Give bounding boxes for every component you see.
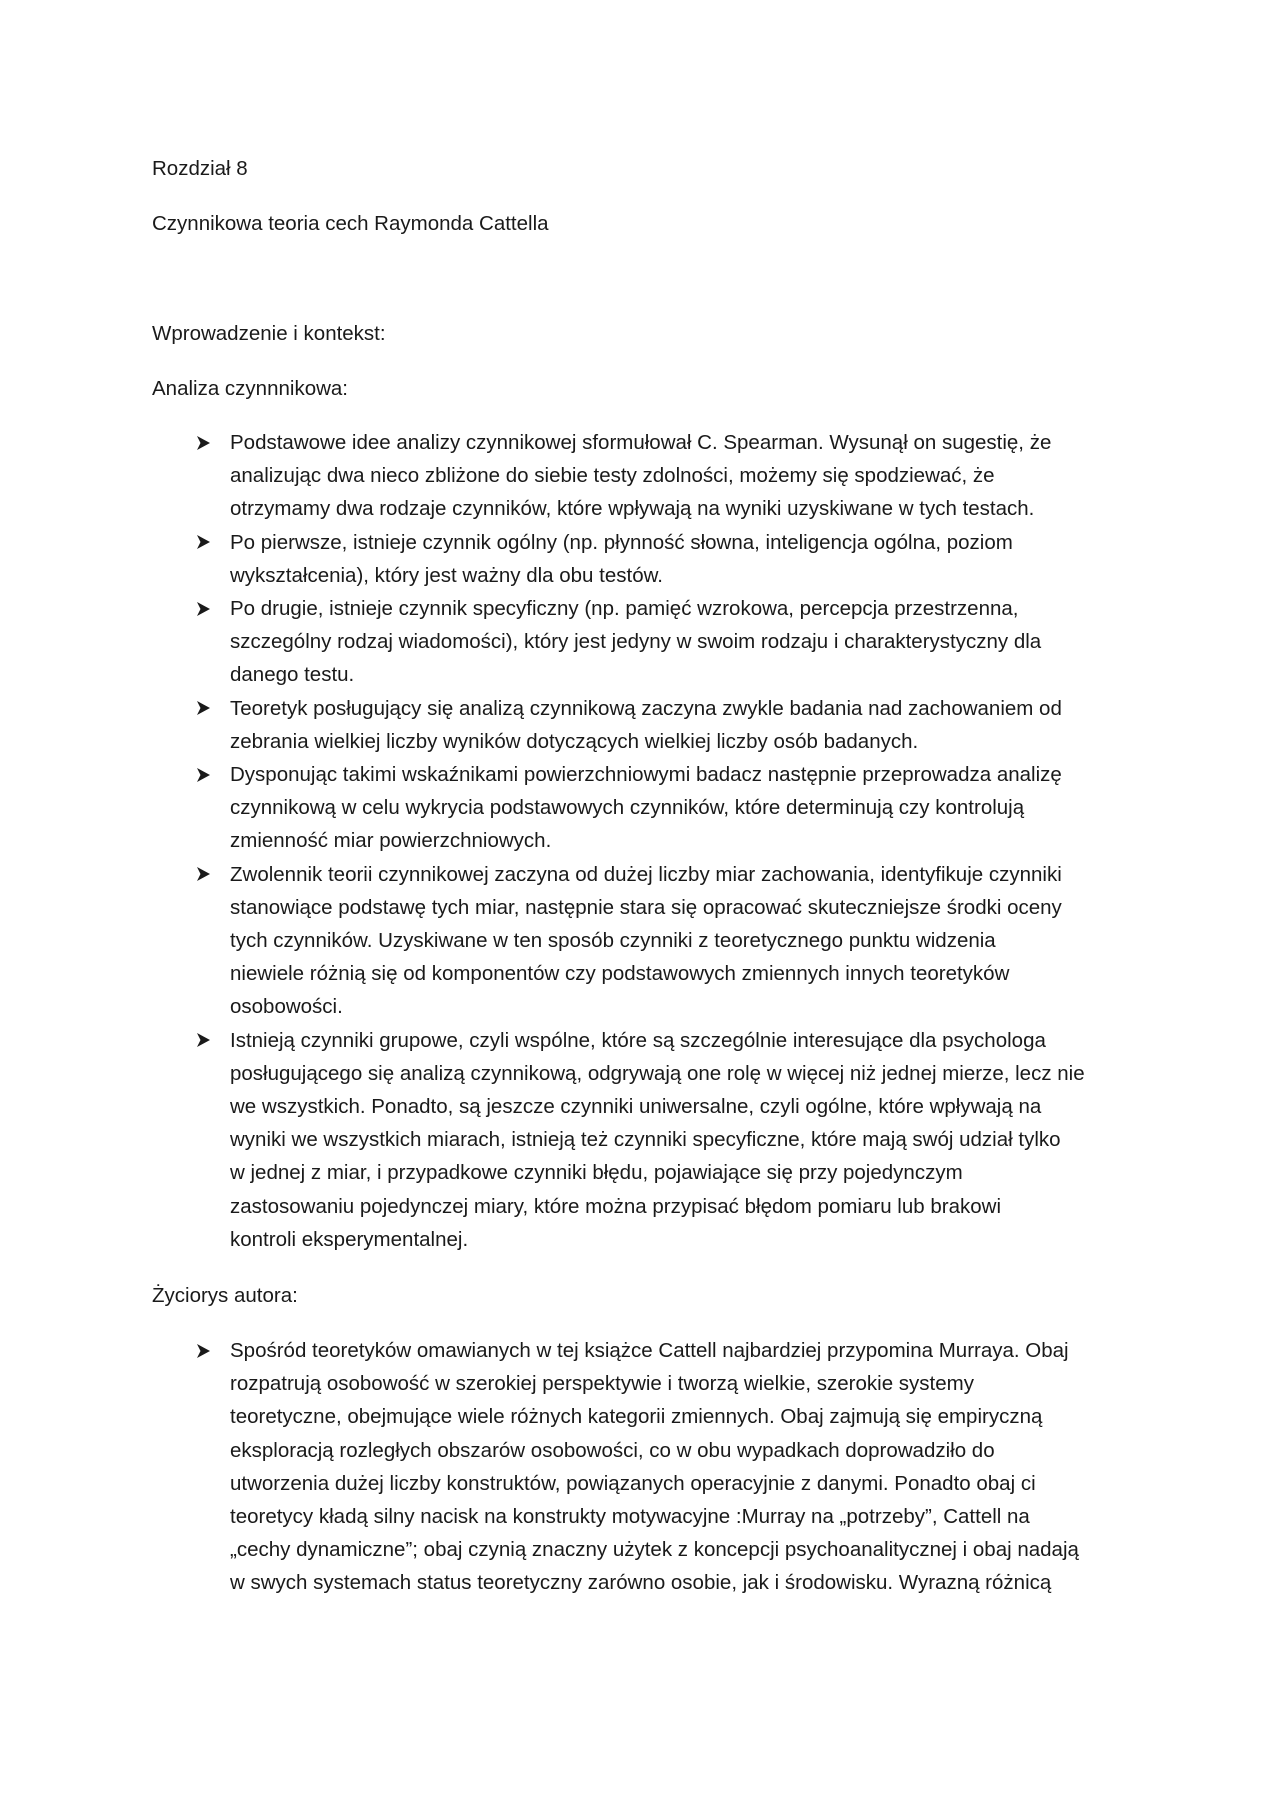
bullet-line: osobowości. [230, 995, 343, 1019]
bullet-line: Zwolennik teorii czynnikowej zaczyna od dużej liczby miar zachowania, identyfikuje czynniki [230, 862, 1062, 886]
bullet-line: Po drugie, istnieje czynnik specyficzny (np. pamięć wzrokowa, percepcja przestrzenna, [230, 597, 1019, 621]
bullet-line: otrzymamy dwa rodzaje czynników, które wpływają na wyniki uzyskiwane w tych testach. [230, 497, 1035, 521]
bullet-line: stanowiące podstawę tych miar, następnie stara się opracować skuteczniejsze środki oceny [230, 895, 1062, 919]
bullet-line: zebrania wielkiej liczby wyników dotyczących wielkiej liczby osób badanych. [230, 729, 919, 753]
bullet-line: „cechy dynamiczne”; obaj czynią znaczny użytek z koncepcji psychoanalitycznej i obaj nadają [230, 1538, 1079, 1562]
bullet-line: eksploracją rozległych obszarów osobowości, co w obu wypadkach doprowadziło do [230, 1438, 995, 1462]
arrowhead-bullet-icon [192, 1024, 214, 1057]
bullet-line: szczególny rodzaj wiadomości), który jest jedyny w swoim rodzaju i charakterystyczny dla [230, 630, 1042, 654]
bullet-line: tych czynników. Uzyskiwane w ten sposób czynniki z teoretycznego punktu widzenia [230, 929, 996, 953]
arrowhead-bullet-icon [192, 592, 214, 625]
arrowhead-bullet-icon [192, 692, 214, 725]
bullet-line: zastosowaniu pojedynczej miary, które można przypisać błędom pomiaru lub brakowi [230, 1194, 1002, 1218]
bullet-line: Teoretyk posługujący się analizą czynnikową zaczyna zwykle badania nad zachowaniem od [230, 696, 1062, 720]
bullet-line: Po pierwsze, istnieje czynnik ogólny (np. płynność słowna, inteligencja ogólna, poziom [230, 530, 1013, 554]
bullet-line: danego testu. [230, 663, 355, 687]
section-heading-intro: Wprowadzenie i kontekst: [152, 322, 386, 345]
bullet-line: wyniki we wszystkich miarach, istnieją też czynniki specyficzne, które mają swój udział tylko [230, 1128, 1061, 1152]
bullet-line: w jednej z miar, i przypadkowe czynniki błędu, pojawiające się przy pojedynczym [230, 1161, 963, 1185]
bullet-line: teoretyczne, obejmujące wiele różnych kategorii zmiennych. Obaj zajmują się empiryczną [230, 1405, 1043, 1429]
bullet-item [152, 692, 1085, 758]
bullet-line: posługującego się analizą czynnikową, odgrywają one rolę w więcej niż jednej mierze, lecz nie [230, 1061, 1085, 1085]
arrowhead-bullet-icon [192, 426, 214, 459]
arrowhead-bullet-icon [192, 526, 214, 559]
bullet-item [152, 1024, 1085, 1256]
bullet-line: w swych systemach status teoretyczny zarówno osobie, jak i środowisku. Wyrazną różnicą [230, 1571, 1052, 1595]
chapter-heading: Rozdział 8 [152, 157, 248, 180]
bullet-item [152, 526, 1085, 592]
chapter-title: Czynnikowa teoria cech Raymonda Cattella [152, 212, 549, 235]
bullet-line: teoretycy kładą silny nacisk na konstrukty motywacyjne :Murray na „potrzeby”, Cattell na [230, 1505, 1030, 1529]
bullet-line: zmienność miar powierzchniowych. [230, 829, 552, 853]
bullet-item [152, 858, 1085, 1024]
bullet-line: niewiele różnią się od komponentów czy podstawowych zmiennych innych teoretyków [230, 962, 1010, 986]
bullet-line: we wszystkich. Ponadto, są jeszcze czynniki uniwersalne, czyli ogólne, które wpływają na [230, 1095, 1042, 1119]
section-heading-biography: Życiorys autora: [152, 1284, 298, 1307]
bullet-line: Podstawowe idee analizy czynnikowej sformułował C. Spearman. Wysunął on sugestię, że [230, 431, 1052, 454]
bullet-line: Dysponując takimi wskaźnikami powierzchniowymi badacz następnie przeprowadza analizę [230, 763, 1062, 787]
bullet-line: Istnieją czynniki grupowe, czyli wspólne, które są szczególnie interesujące dla psychologa [230, 1028, 1046, 1052]
bullet-line: wykształcenia), który jest ważny dla obu testów. [230, 563, 663, 587]
biography-list [152, 1334, 1079, 1600]
bullet-line: Spośród teoretyków omawianych w tej książce Cattell najbardziej przypomina Murraya. Obaj [230, 1339, 1069, 1362]
bullet-line: rozpatrują osobowość w szerokiej perspektywie i tworzą wielkie, szerokie systemy [230, 1372, 974, 1396]
arrowhead-bullet-icon [192, 758, 214, 791]
bullet-item [152, 1334, 1079, 1600]
subsection-heading-factor-analysis: Analiza czynnnikowa: [152, 377, 348, 400]
bullet-line: utworzenia dużej liczby konstruktów, powiązanych operacyjnie z danymi. Ponadto obaj ci [230, 1471, 1036, 1495]
factor-analysis-list [152, 426, 1085, 1256]
bullet-item [152, 758, 1085, 858]
bullet-item [152, 592, 1085, 692]
bullet-line: analizując dwa nieco zbliżone do siebie testy zdolności, możemy się spodziewać, że [230, 464, 995, 488]
arrowhead-bullet-icon [192, 858, 214, 891]
bullet-line: czynnikową w celu wykrycia podstawowych czynników, które determinują czy kontrolują [230, 796, 1025, 820]
arrowhead-bullet-icon [192, 1334, 214, 1367]
bullet-item [152, 426, 1085, 526]
bullet-line: kontroli eksperymentalnej. [230, 1227, 469, 1251]
